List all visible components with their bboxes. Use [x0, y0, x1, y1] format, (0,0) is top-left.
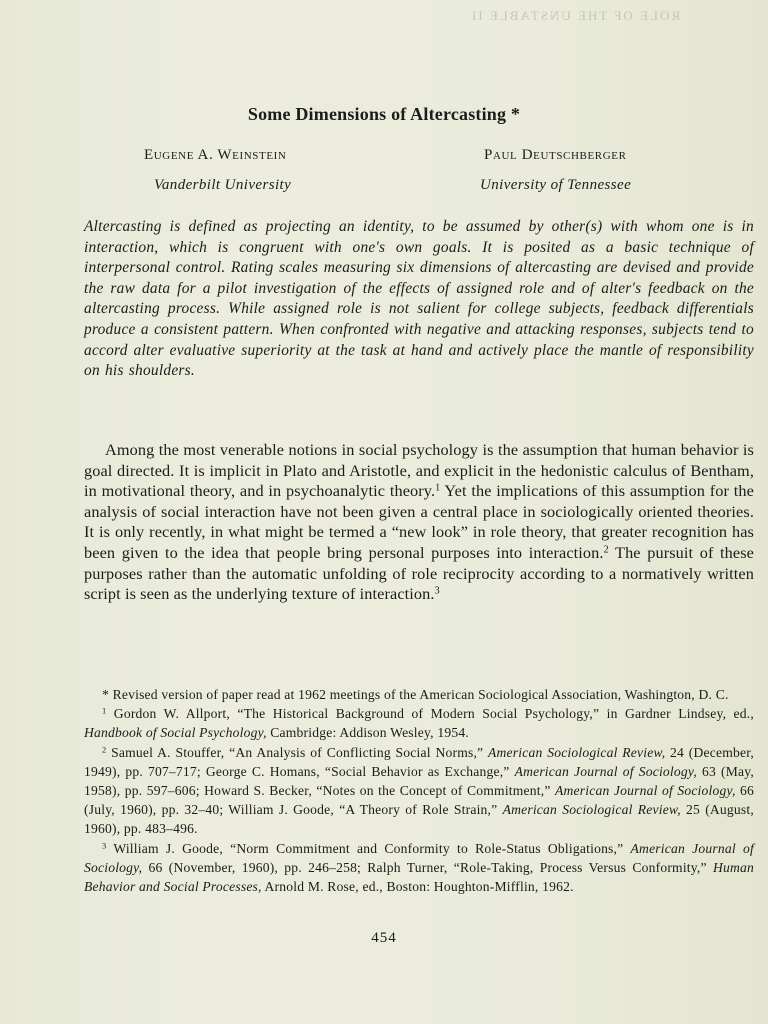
footnote-2-text-i: 25 (August, 1960), pp. 483–496. [84, 802, 754, 837]
footnote-1-book-title: Handbook of Social Psychology, [84, 725, 267, 741]
author-names [144, 147, 694, 164]
footnote-3-text-a: William J. Goode, “Norm Commitment and Conformity to Role-Status Obligations,” [106, 840, 631, 856]
footnote-2-journal-2: American Journal of Sociology, [514, 763, 697, 779]
footnote-1-mark: 1 [102, 705, 107, 716]
abstract: Altercasting is defined as projecting an identity, to be assumed by other(s) with whom one is in interaction, which is congruent with one's own goals. It is posited as a basic technique of interpersonal control. Rating scales measuring six dimensions of altercasting are devised and provide the raw data for a pilot investigation of the effects of assigned role and of alter's feedback on the altercasting process. While assigned role is not salient for college subjects, feedback differentials produce a consistent pattern. When confronted with negative and attacking responses, subjects tend to accord alter evaluative superiority at the task at hand and actively place the mantle of responsibility on his shoulders. [84, 218, 754, 380]
author-affiliations [154, 177, 704, 194]
footnote-1-text-a: Gordon W. Allport, “The Historical Background of Modern Social Psychology,” in Gardner Lindsey, ed., [106, 706, 754, 722]
body-text-part-3: The pursuit of these purposes rather than the automatic unfolding of role reciprocity according to a normatively written script is seen as the underlying texture of interaction. [84, 542, 754, 604]
footnote-2-text-e: 63 (May, 1958), pp. 597–606; Howard S. Becker, “Notes on the Concept of Commitment,” [84, 763, 754, 799]
footnote-ref-2: 2 [603, 544, 609, 556]
footnote-2-text-c: 24 (December, 1949), pp. 707–717; George C. Homans, “Social Behavior as Exchange,” [84, 744, 755, 779]
article-title: Some Dimensions of Altercasting * [247, 104, 521, 124]
footnote-star: * Revised version of paper read at 1962 meetings of the American Sociological Association, Washington, D. C. [102, 687, 729, 702]
footnote-ref-3: 3 [434, 585, 440, 597]
body-paragraph [84, 440, 754, 605]
footnote-3-text-e: Arnold M. Rose, ed., Boston: Houghton-Mifflin, 1962. [261, 879, 574, 895]
page-number: 454 [371, 930, 397, 946]
footnote-3-text-c: 66 (November, 1960), pp. 246–258; Ralph Turner, “Role-Taking, Process Versus Conformity,” [142, 859, 713, 875]
footnote-2-journal-3: American Journal of Sociology, [555, 783, 736, 799]
footnote-2 [84, 743, 754, 839]
author-1-affiliation: Vanderbilt University [154, 177, 292, 193]
footnote-2-text-a: Samuel A. Stouffer, “An Analysis of Conflicting Social Norms,” [106, 744, 489, 760]
footnote-2-journal-1: American Sociological Review, [488, 744, 666, 760]
body-text-part-2: Yet the implications of this assumption for the analysis of social interaction have not been given a central place in sociologically oriented theories. It is only recently, in what might be termed a “new look” in role theory, that greater recognition has been given to the idea that people bring personal purposes into interaction. [84, 481, 754, 562]
footnote-3-book-title: Human Behavior and Social Processes, [84, 859, 754, 895]
show-through-running-head: ROLE OF THE UNSTABLE II [470, 8, 681, 23]
footnote-2-mark: 2 [102, 743, 107, 754]
author-1-name: Eugene A. Weinstein [144, 147, 287, 163]
footnotes [84, 685, 754, 896]
footnote-2-journal-4: American Sociological Review, [502, 802, 681, 818]
footnote-ref-1: 1 [435, 482, 441, 494]
footnote-3 [84, 839, 754, 897]
author-2-name: Paul Deutschberger [484, 147, 627, 163]
author-2-affiliation: University of Tennessee [480, 177, 632, 193]
footnote-3-mark: 3 [102, 840, 107, 850]
footnote-1-text-c: Cambridge: Addison Wesley, 1954. [266, 725, 469, 741]
footnote-1 [84, 704, 754, 742]
footnote-3-journal: American Journal of Sociology, [84, 840, 754, 875]
footnote-2-text-g: 66 (July, 1960), pp. 32–40; William J. Goode, “A Theory of Role Strain,” [84, 783, 754, 818]
body-text-part-1: Among the most venerable notions in social psychology is the assumption that human behavior is goal directed. It is implicit in Plato and Aristotle, and explicit in the hedonistic calculus of Bentham, in motivational theory, and in psychoanalytic theory. [84, 440, 754, 501]
